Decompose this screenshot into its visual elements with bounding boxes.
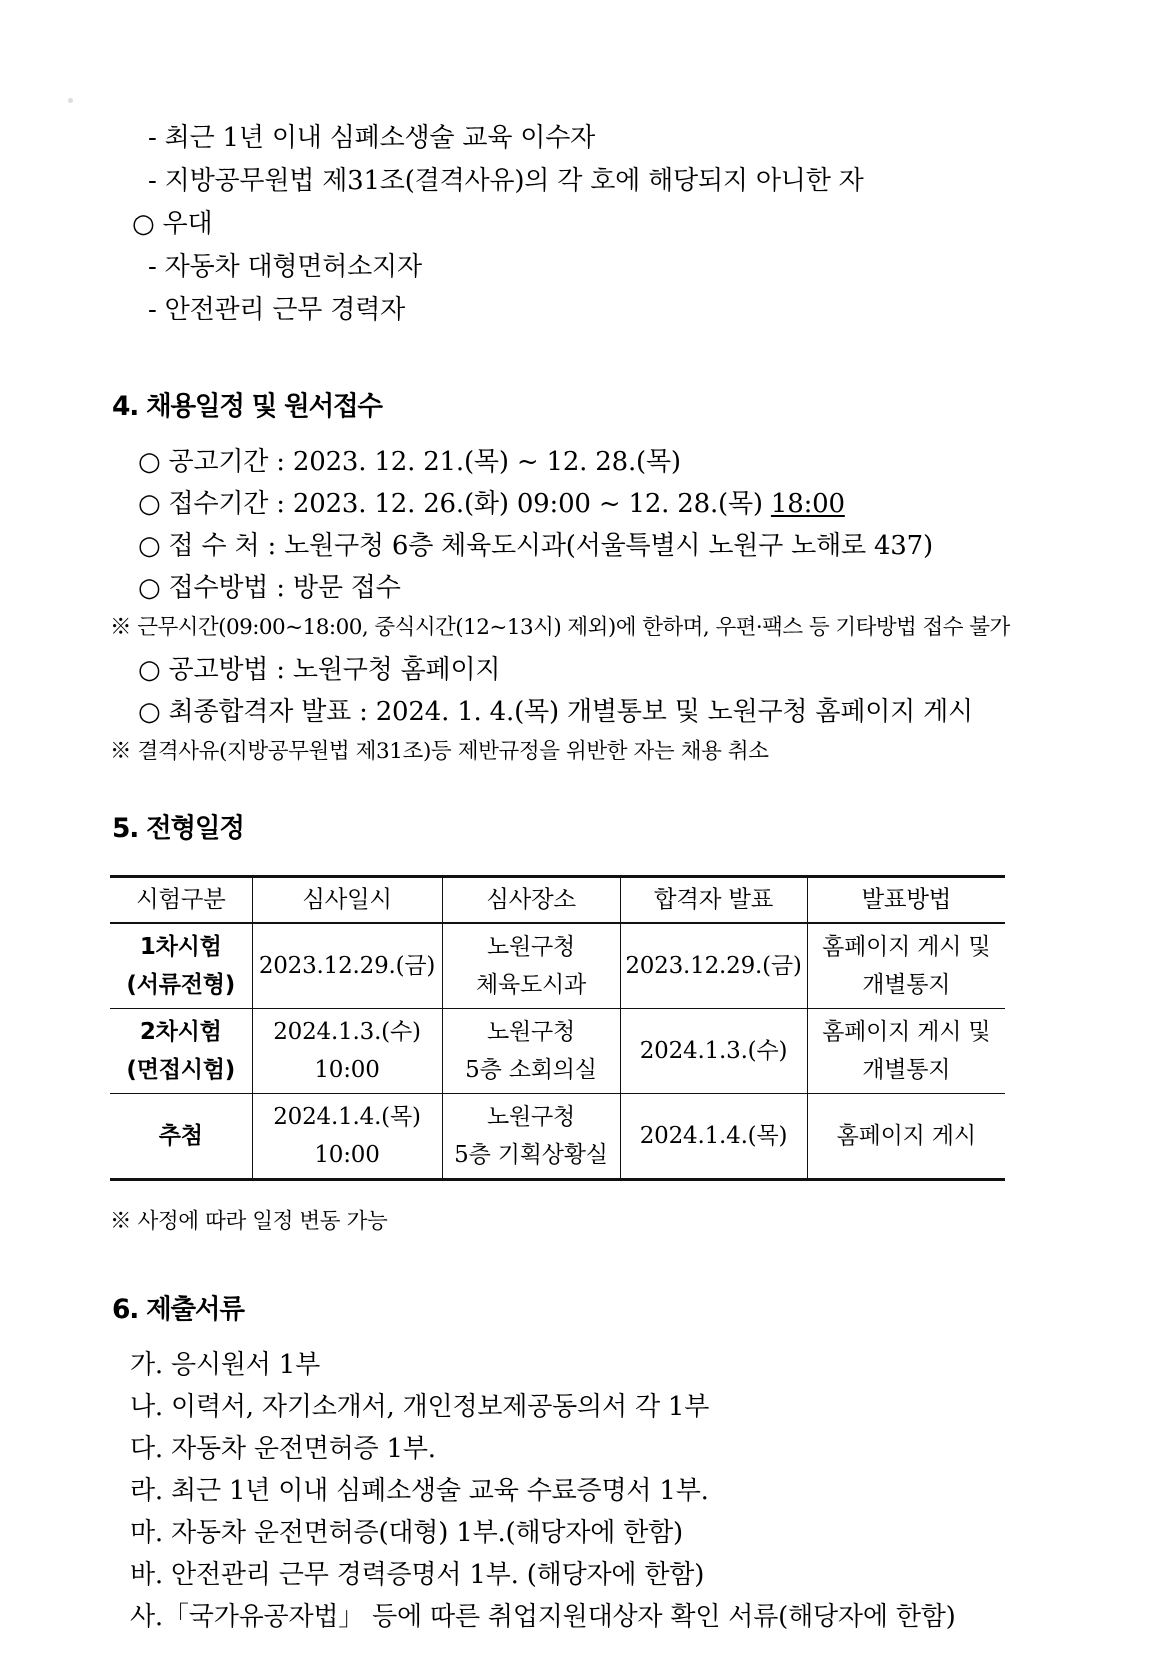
list-item-notice-period: ○ 공고기간 : 2023. 12. 21.(목) ~ 12. 28.(목)	[138, 447, 681, 477]
exam-place-line-1: 노원구청	[486, 933, 576, 960]
announcement-method-line-1: 홈페이지 게시 및	[822, 1018, 991, 1045]
exam-place-line-2: 체육도시과	[475, 971, 587, 998]
eligibility-list	[0, 125, 1170, 323]
document-item: 나. 이력서, 자기소개서, 개인정보제공동의서 각 1부	[130, 1391, 710, 1422]
cell-exam-type	[110, 923, 252, 1009]
schedule-table	[110, 875, 1005, 1181]
cell-exam-type	[110, 1009, 252, 1094]
cell-exam-date	[252, 923, 442, 1009]
cell-exam-place	[442, 1094, 620, 1180]
section-4-note-1: ※ 근무시간(09:00~18:00, 중식시간(12~13시) 제외)에 한하며, 우편·팩스 등 기타방법 접수 불가	[110, 615, 1010, 640]
document-item: 다. 자동차 운전면허증 1부.	[130, 1433, 436, 1464]
exam-date-line-1: 2023.12.29.(금)	[258, 952, 436, 979]
table-header	[110, 877, 1005, 924]
list-item: - 최근 1년 이내 심폐소생술 교육 이수자	[148, 123, 596, 153]
cell-result-announcement: 2024.1.4.(목)	[620, 1094, 807, 1180]
document-item: 바. 안전관리 근무 경력증명서 1부. (해당자에 한함)	[130, 1559, 705, 1590]
table-body	[110, 923, 1005, 1180]
exam-date-line-2: 10:00	[314, 1141, 380, 1168]
exam-place-line-1: 노원구청	[486, 1018, 576, 1045]
exam-date-line-2: 10:00	[314, 1056, 380, 1083]
announcement-method-line-2: 개별통지	[862, 971, 951, 998]
cell-result-announcement: 2024.1.3.(수)	[620, 1009, 807, 1094]
receipt-deadline-time: 18:00	[770, 489, 845, 519]
cell-exam-type: 추첨	[158, 1122, 203, 1149]
column-header-result-announcement: 합격자 발표	[620, 877, 807, 924]
exam-type-line-2: (서류전형)	[126, 971, 236, 998]
document-item: 마. 자동차 운전면허증(대형) 1부.(해당자에 한함)	[130, 1517, 683, 1548]
section-5-note: ※ 사정에 따라 일정 변동 가능	[110, 1209, 388, 1234]
receipt-period-text: ○ 접수기간 : 2023. 12. 26.(화) 09:00 ~ 12. 28.(목)	[138, 489, 771, 519]
section-5-heading: 5. 전형일정	[112, 813, 244, 844]
section-4-heading: 4. 채용일정 및 원서접수	[112, 391, 382, 422]
list-item-receipt-place: ○ 접 수 처 : 노원구청 6층 체육도시과(서울특별시 노원구 노해로 437)	[138, 531, 933, 561]
exam-date-line-1: 2024.1.3.(수)	[273, 1018, 421, 1045]
exam-type-line-1: 2차시험	[139, 1018, 222, 1045]
list-item-notice-method: ○ 공고방법 : 노원구청 홈페이지	[138, 654, 501, 685]
exam-date-line-1: 2024.1.4.(목)	[273, 1103, 421, 1130]
column-header-announcement-method: 발표방법	[807, 877, 1005, 924]
list-item: - 안전관리 근무 경력자	[148, 295, 406, 325]
preference-heading: ○ 우대	[132, 209, 213, 239]
list-item-receipt-period	[138, 491, 1170, 517]
column-header-exam-place: 심사장소	[442, 877, 620, 924]
cell-announcement-method: 홈페이지 게시	[807, 1094, 1005, 1180]
table-row	[110, 1094, 1005, 1180]
list-item: - 지방공무원법 제31조(결격사유)의 각 호에 해당되지 아니한 자	[148, 166, 864, 196]
exam-place-line-2: 5층 기획상황실	[454, 1141, 608, 1168]
cell-announcement-method	[807, 923, 1005, 1009]
document-item: 가. 응시원서 1부	[130, 1349, 321, 1380]
column-header-exam-type: 시험구분	[135, 885, 226, 914]
section-6-heading: 6. 제출서류	[112, 1293, 244, 1325]
list-item: - 자동차 대형면허소지자	[148, 252, 422, 282]
cell-result-announcement: 2023.12.29.(금)	[620, 923, 807, 1009]
document-item: 라. 최근 1년 이내 심폐소생술 교육 수료증명서 1부.	[130, 1475, 709, 1506]
announcement-method-line-1: 홈페이지 게시 및	[822, 933, 991, 960]
table-row	[110, 923, 1005, 1009]
exam-type-line-2: (면접시험)	[126, 1056, 236, 1083]
document-item: 사.「국가유공자법」 등에 따른 취업지원대상자 확인 서류(해당자에 한함)	[130, 1601, 956, 1632]
cell-exam-place	[442, 1009, 620, 1094]
column-header-exam-date: 심사일시	[252, 877, 442, 924]
exam-place-line-2: 5층 소회의실	[465, 1056, 597, 1083]
cell-announcement-method	[807, 1009, 1005, 1094]
cell-exam-date	[252, 1009, 442, 1094]
table-header-row	[110, 877, 1005, 924]
list-item-receipt-method: ○ 접수방법 : 방문 접수	[138, 573, 401, 603]
list-item-final-announcement: ○ 최종합격자 발표 : 2024. 1. 4.(목) 개별통보 및 노원구청 홈페이지 게시	[138, 696, 973, 727]
cell-exam-date	[252, 1094, 442, 1180]
section-4-note-2: ※ 결격사유(지방공무원법 제31조)등 제반규정을 위반한 자는 채용 취소	[110, 738, 769, 764]
section-4-list	[0, 449, 1170, 762]
exam-type-line-1: 1차시험	[139, 933, 222, 960]
table-row	[110, 1009, 1005, 1094]
schedule-table-wrapper	[110, 875, 1005, 1181]
announcement-method-line-2: 개별통지	[862, 1056, 951, 1083]
cell-exam-place	[442, 923, 620, 1009]
section-6-list	[0, 1349, 1170, 1632]
exam-place-line-1: 노원구청	[486, 1103, 576, 1130]
